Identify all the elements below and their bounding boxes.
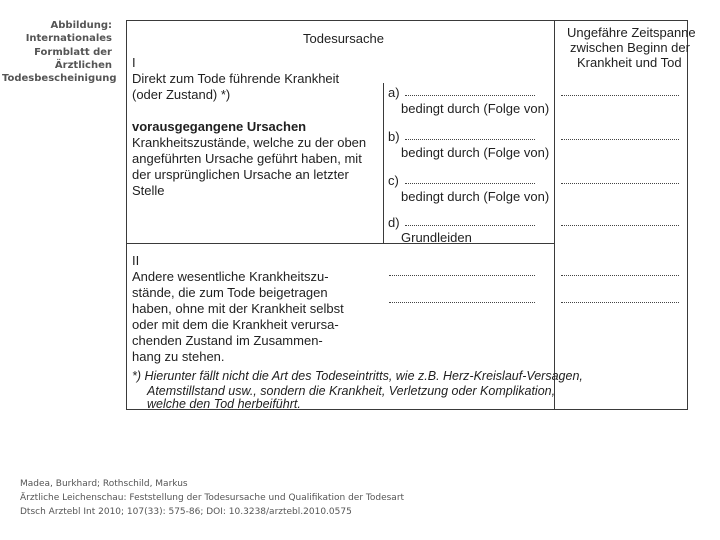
caption-line: Abbildung: — [50, 20, 112, 31]
footnote-line: *) Hierunter fällt nicht die Art des Todeseintritts, wie z.B. Herz-Kreislauf-Versagen, — [132, 369, 583, 383]
entry-column-divider — [383, 83, 384, 243]
part-two-field-2[interactable] — [389, 301, 535, 303]
entry-d-letter: d) — [388, 215, 400, 230]
part-two-line: hang zu stehen. — [132, 349, 225, 364]
part-two-line: stände, die zum Tode beigetragen — [132, 285, 328, 300]
column-divider — [554, 21, 555, 409]
entry-b-letter: b) — [388, 129, 400, 144]
interval-d-field[interactable] — [561, 224, 679, 226]
part-two-interval-1[interactable] — [561, 274, 679, 276]
entry-c-sub: bedingt durch (Folge von) — [401, 189, 550, 204]
caption-line: Ärztlichen — [54, 59, 112, 71]
section-divider — [127, 243, 554, 244]
caption-line: Formblatt der — [34, 46, 112, 58]
entry-d-sub: Grundleiden — [401, 230, 472, 245]
footnote-line: welche den Tod herbeiführt. — [147, 397, 301, 411]
preceding-causes-line: angeführten Ursache geführt haben, mit — [132, 151, 362, 166]
entry-c-letter: c) — [388, 173, 399, 188]
citation-reference: Dtsch Arztebl Int 2010; 107(33): 575-86; DOI: 10.3238/arztebl.2010.0575 — [20, 507, 352, 517]
preceding-causes-line: Krankheitszustände, welche zu der oben — [132, 135, 367, 150]
part-two-line: Andere wesentliche Krankheitszu- — [132, 269, 329, 284]
part-two-field-1[interactable] — [389, 274, 535, 276]
part-two-line: oder mit dem die Krankheit verursa- — [132, 317, 339, 332]
header-interval-line: zwischen Beginn der — [570, 40, 690, 55]
caption-line: Todesbescheinigung — [2, 73, 117, 85]
preceding-causes-line: Stelle — [132, 183, 165, 198]
part-two-line: haben, ohne mit der Krankheit selbst — [132, 301, 344, 316]
header-interval-line: Ungefähre Zeitspanne — [567, 25, 696, 40]
part-two-interval-2[interactable] — [561, 301, 679, 303]
entry-a-sub: bedingt durch (Folge von) — [401, 101, 550, 116]
figure-caption — [2, 19, 117, 85]
entry-a-field[interactable] — [405, 94, 535, 96]
footnote-line: Atemstillstand usw., sondern die Krankheit, Verletzung oder Komplikation, — [147, 384, 556, 398]
interval-a-field[interactable] — [561, 94, 679, 96]
entry-b-field[interactable] — [405, 138, 535, 140]
direct-cause-line: (oder Zustand) *) — [132, 87, 231, 102]
citation-authors: Madea, Burkhard; Rothschild, Markus — [20, 479, 188, 489]
entry-b-sub: bedingt durch (Folge von) — [401, 145, 550, 160]
entry-a-letter: a) — [388, 85, 400, 100]
caption-line: Internationales — [25, 33, 112, 45]
citation — [20, 477, 404, 519]
entry-c-field[interactable] — [405, 182, 535, 184]
interval-c-field[interactable] — [561, 182, 679, 184]
part-two-numeral: II — [132, 253, 140, 268]
death-certificate-form — [126, 20, 696, 411]
preceding-causes-line: der ursprünglichen Ursache an letzter — [132, 167, 349, 182]
header-interval-line: Krankheit und Tod — [577, 55, 682, 70]
citation-title: Ärztliche Leichenschau: Feststellung der Todesursache und Qualifikation der Todesart — [20, 493, 405, 503]
part-two-line: chenden Zustand im Zusammen- — [132, 333, 323, 348]
part-one-numeral: I — [132, 55, 136, 70]
direct-cause-line: Direkt zum Tode führende Krankheit — [132, 71, 340, 86]
interval-b-field[interactable] — [561, 138, 679, 140]
entry-d-field[interactable] — [405, 224, 535, 226]
preceding-causes-title: vorausgegangene Ursachen — [132, 119, 307, 134]
header-todesursache: Todesursache — [303, 31, 384, 46]
